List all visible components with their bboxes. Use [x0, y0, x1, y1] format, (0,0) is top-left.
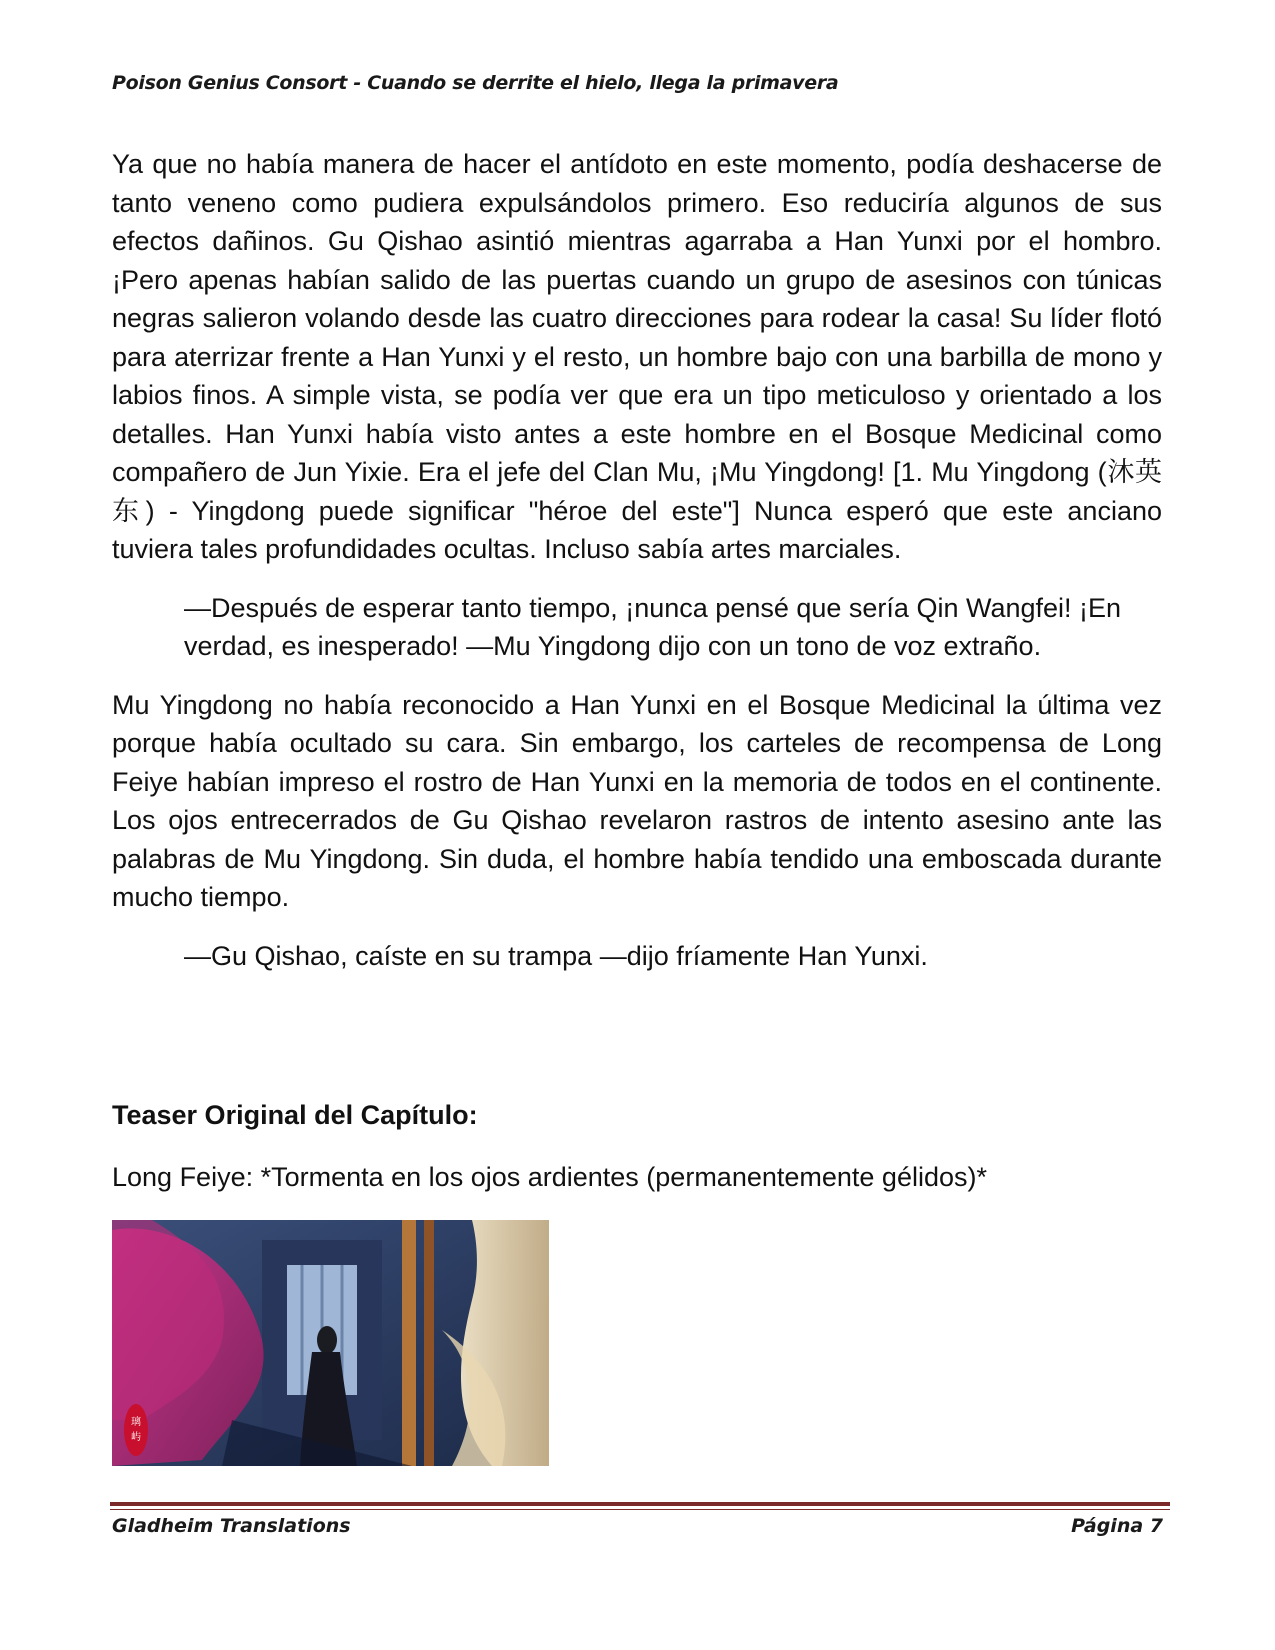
footer-divider-thick: [110, 1502, 1170, 1506]
svg-text:屿: 屿: [131, 1432, 141, 1443]
footer-page-number: Página 7: [1071, 1515, 1163, 1537]
svg-text:璃: 璃: [131, 1417, 141, 1428]
teaser-photo: [112, 1220, 549, 1466]
page-header-title: Poison Genius Consort - Cuando se derrite el hielo, llega la primavera: [112, 72, 839, 94]
dialogue-quote-1: —Después de esperar tanto tiempo, ¡nunca pensé que sería Qin Wangfei! ¡En verdad, es inesperado! —Mu Yingdong dijo con un tono de voz extraño.: [184, 592, 1122, 661]
footer-divider-thin: [110, 1509, 1170, 1510]
chapter-body: [112, 145, 1162, 975]
body-paragraph-2: Mu Yingdong no había reconocido a Han Yunxi en el Bosque Medicinal la última vez porque había ocultado su cara. Sin embargo, los carteles de recompensa de Long Feiye habían impreso el rostro de Han Yunxi en la memoria de todos en el continente. Los ojos entrecerrados de Gu Qishao revelaron rastros de intento asesino ante las palabras de Mu Yingdong. Sin duda, el hombre había tendido una emboscada durante mucho tiempo.: [112, 689, 1162, 912]
body-paragraph-1: Ya que no había manera de hacer el antídoto en este momento, podía deshacerse de tanto veneno como pudiera expulsándolos primero. Eso reduciría algunos de sus efectos dañinos. Gu Qishao asintió mientras agarraba a Han Yunxi por el hombro. ¡Pero apenas habían salido de las puertas cuando un grupo de asesinos con túnicas negras salieron volando desde las cuatro direcciones para rodear la casa! Su líder flotó para aterrizar frente a Han Yunxi y el resto, un hombre bajo con una barbilla de mono y labios finos. A simple vista, se podía ver que era un tipo meticuloso y orientado a los detalles. Han Yunxi había visto antes a este hombre en el Bosque Medicinal como compañero de Jun Yixie. Era el jefe del Clan Mu, ¡Mu Yingdong! [1. Mu Yingdong (沐英东) - Yingdong puede significar "héroe del este"] Nunca esperó que este anciano tuviera tales profundidades ocultas. Incluso sabía artes marciales.: [112, 149, 1162, 564]
teaser-line: Long Feiye: *Tormenta en los ojos ardientes (permanentemente gélidos)*: [112, 1162, 987, 1192]
dialogue-quote-2: —Gu Qishao, caíste en su trampa —dijo fríamente Han Yunxi.: [184, 940, 928, 971]
footer-translator: Gladheim Translations: [112, 1515, 351, 1537]
teaser-heading: Teaser Original del Capítulo:: [112, 1100, 478, 1130]
